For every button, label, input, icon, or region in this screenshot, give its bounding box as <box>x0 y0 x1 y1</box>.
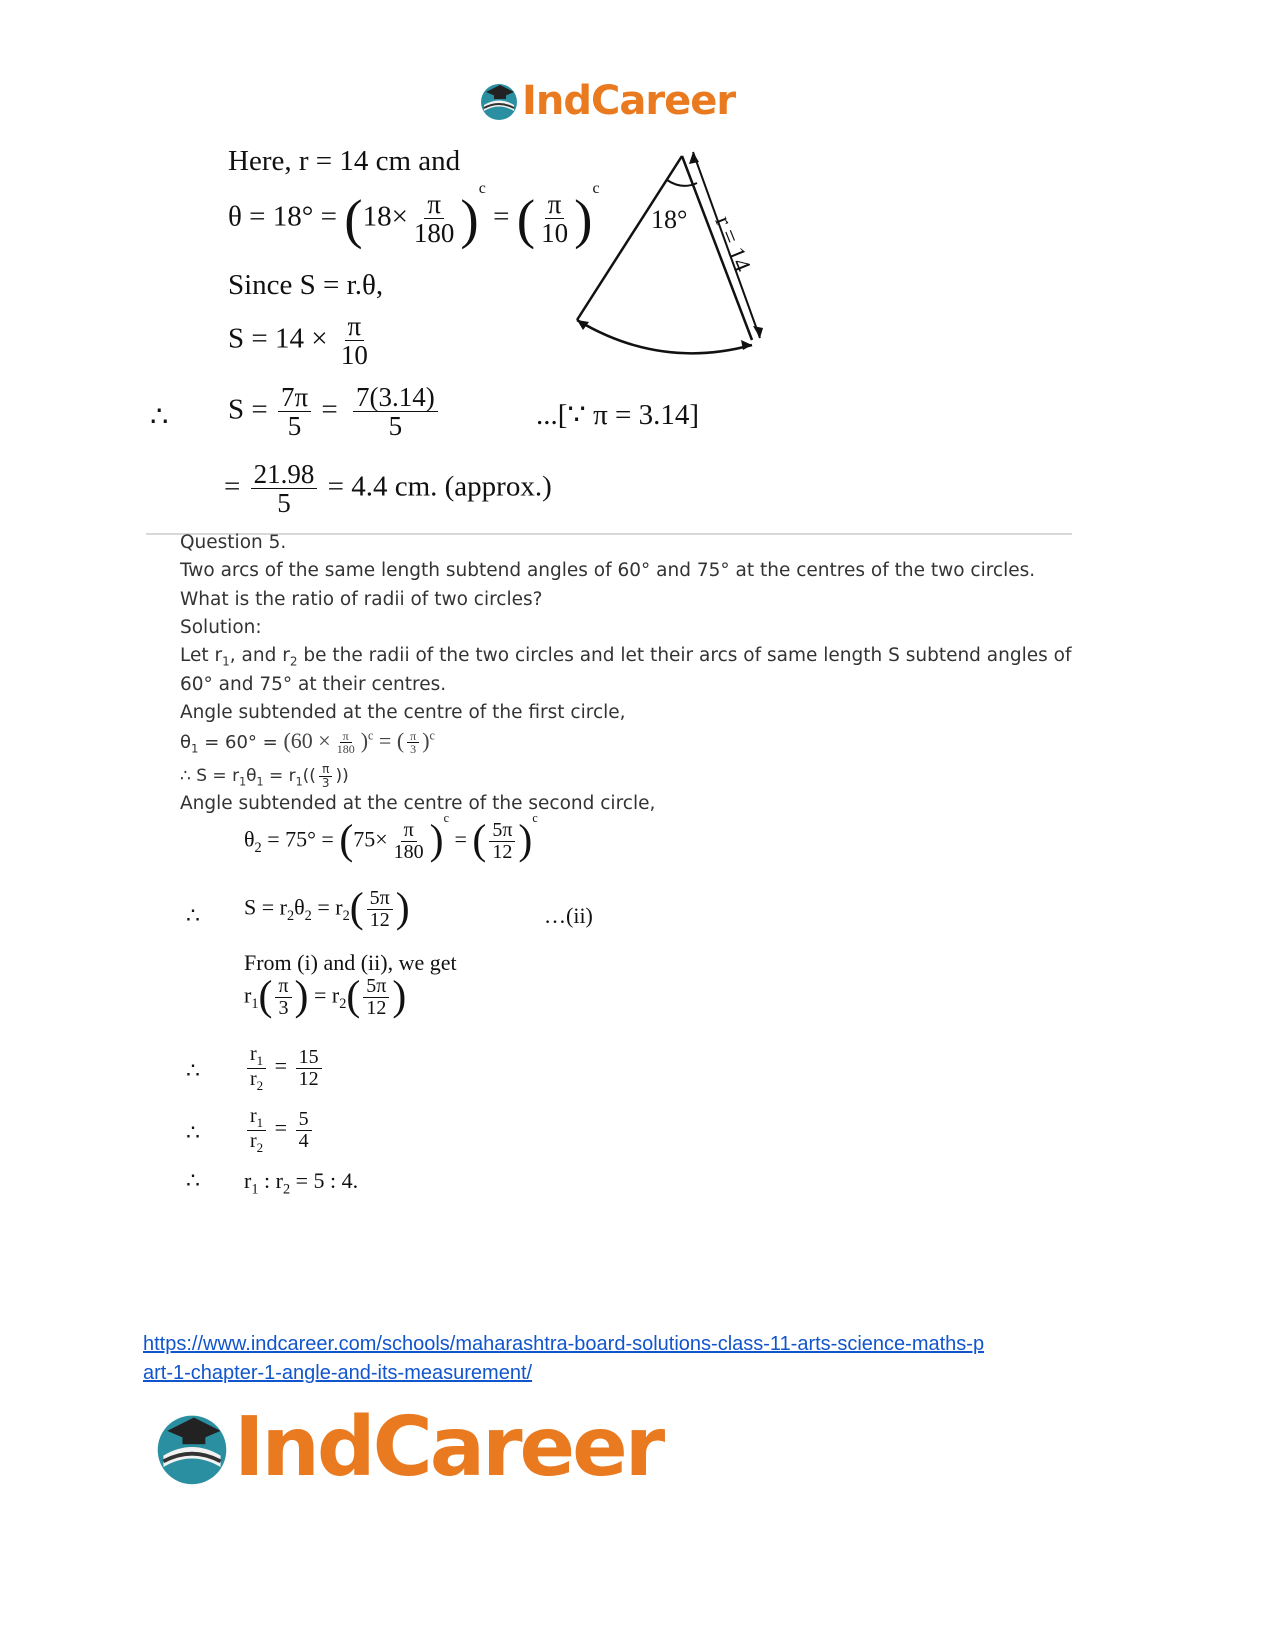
equals: = <box>454 826 467 852</box>
frac-num: π <box>319 763 332 777</box>
sub-1: 1 <box>239 775 247 789</box>
question-title: Question 5. <box>180 532 287 553</box>
s-equation-1 <box>228 312 374 370</box>
sub-2: 2 <box>282 1181 291 1198</box>
source-link[interactable] <box>143 1330 984 1388</box>
frac-num: 7(3.14) <box>353 383 438 412</box>
first-circle-line: Angle subtended at the centre of the first circle, <box>180 702 626 723</box>
graduation-cap-book-globe-icon <box>478 80 520 122</box>
pi-over-3 <box>319 763 333 789</box>
theta2-lhs: = 75° = <box>267 826 334 852</box>
r-symbol: r <box>244 1168 252 1193</box>
therefore-symbol: ∴ <box>186 1168 200 1193</box>
sub-1: 1 <box>191 741 199 756</box>
paren-open: ( <box>258 973 273 1020</box>
second-circle-line: Angle subtended at the centre of the second circle, <box>180 793 656 814</box>
sub-2: 2 <box>342 907 350 924</box>
paren-open: ( <box>346 973 361 1020</box>
footer-logo <box>152 1400 662 1495</box>
equals: = <box>317 894 330 920</box>
frac-num: π <box>345 312 365 341</box>
sub-1: 1 <box>256 775 264 789</box>
theta-label: θ = 18° = <box>228 200 337 233</box>
frac-den: 3 <box>321 775 330 790</box>
sub-2: 2 <box>339 995 347 1012</box>
frac-den: 12 <box>298 1067 319 1090</box>
theta-symbol: θ <box>246 766 257 787</box>
frac-num: 21.98 <box>251 460 318 489</box>
pi-over-3 <box>275 976 291 1019</box>
sub-1: 1 <box>251 1181 259 1198</box>
frac-num: 5π <box>489 820 515 842</box>
paren-close: ) <box>422 728 430 753</box>
r-symbol: r <box>244 982 252 1008</box>
f1-pre: 18× <box>362 200 408 233</box>
theta2-equation <box>244 811 538 864</box>
f-pre: 75× <box>353 826 388 852</box>
paren-open: ( <box>396 728 405 753</box>
frac-num: π <box>407 730 419 744</box>
sup-c: c <box>368 728 374 743</box>
angle-label: 18° <box>651 205 688 234</box>
frac-num: 5π <box>367 888 393 910</box>
pi-over-180 <box>334 730 358 756</box>
source-link-line1[interactable]: https://www.indcareer.com/schools/maharashtra-board-solutions-class-11-arts-science-maths-p <box>143 1333 985 1355</box>
theta1-equation <box>180 728 435 756</box>
theta-symbol: θ <box>294 894 305 920</box>
theta-symbol: θ <box>180 732 192 753</box>
paren-open: ( <box>472 817 487 864</box>
s-label: S = <box>228 393 268 426</box>
paren-close: ) <box>392 973 407 1020</box>
theta-equation <box>228 179 600 250</box>
sub-2: 2 <box>289 654 298 669</box>
paren-close: ) <box>460 188 479 250</box>
radius-label: r = 14 <box>709 212 756 276</box>
paren-open: ( <box>516 188 536 250</box>
paren-close: ) <box>294 973 309 1020</box>
question-line2: What is the ratio of radii of two circles? <box>180 589 543 610</box>
solution-top-line1: Here, r = 14 cm and <box>228 145 461 177</box>
s-eq: S = r <box>244 894 287 920</box>
therefore-symbol: ∴ <box>186 1120 200 1145</box>
equals: = <box>313 982 327 1008</box>
frac-den: 12 <box>366 997 387 1019</box>
paren-close: ) <box>360 728 369 753</box>
paren-close: ) <box>574 188 593 250</box>
let-b: , and r <box>229 645 290 666</box>
sup-c: c <box>592 179 600 197</box>
frac-den: 10 <box>541 218 569 249</box>
therefore-symbol: ∴ <box>186 1058 200 1083</box>
result-text: = 4.4 cm. (approx.) <box>327 470 552 503</box>
equals: = <box>224 470 241 503</box>
therefore-symbol: ∴ <box>186 903 200 928</box>
paren-close: ) <box>518 817 533 864</box>
r1-over-r2-5-4 <box>244 1106 315 1154</box>
frac-den: 4 <box>298 1129 309 1152</box>
sector-diagram <box>565 140 785 370</box>
7pi-over-5 <box>278 383 311 441</box>
therefore-symbol: ∴ <box>150 401 169 433</box>
15-over-12 <box>296 1047 322 1090</box>
frac-den: 180 <box>413 218 455 249</box>
frac-num: 5 <box>296 1109 312 1131</box>
sup-c: c <box>429 728 435 743</box>
r-symbol: r <box>331 982 340 1008</box>
frac-den: 3 <box>278 997 289 1019</box>
5pi-over-12 <box>489 820 515 863</box>
final-ratio <box>244 1168 358 1198</box>
5pi-over-12 <box>367 888 393 931</box>
equals: = <box>274 1053 288 1079</box>
solution-label: Solution: <box>180 617 262 638</box>
r1-over-r2-15-12 <box>244 1044 325 1092</box>
final-value: = 5 : 4. <box>295 1168 359 1193</box>
frac-num: 5π <box>363 976 389 998</box>
sub-1: 1 <box>295 775 303 789</box>
r1-over-r2 <box>247 1044 266 1092</box>
result-equation <box>224 460 552 518</box>
5-over-4 <box>296 1109 312 1152</box>
equals: = <box>378 728 392 753</box>
sub-1: 1 <box>222 654 230 669</box>
frac-den: 12 <box>369 909 390 931</box>
frac-den: 5 <box>277 488 291 519</box>
s-first-equation <box>180 763 349 789</box>
r-symbol: r <box>288 766 296 787</box>
paren-close: )) <box>335 766 349 787</box>
equals: = <box>268 766 284 787</box>
paren-open: ( <box>344 188 363 250</box>
5pi-over-12 <box>363 976 389 1019</box>
let-line2: 60° and 75° at their centres. <box>180 674 447 695</box>
frac-den: $r_2$ <box>250 1129 264 1155</box>
equals: = <box>493 200 510 233</box>
frac-den: 10 <box>340 340 368 371</box>
r-symbol: r <box>335 894 343 920</box>
graduation-cap-book-globe-icon <box>152 1408 232 1488</box>
theta-symbol: θ <box>244 826 255 852</box>
header-logo <box>478 78 735 124</box>
theta1-pre: 60 × <box>290 728 331 753</box>
frac-num: π <box>545 190 565 219</box>
pi-note: ...[∵ π = 3.14] <box>536 399 700 431</box>
ratio-equation <box>244 973 407 1020</box>
sub-2: 2 <box>304 907 312 924</box>
frac-num: $r_1$ <box>247 1106 266 1131</box>
s-equation-2 <box>228 383 441 441</box>
frac-num: $r_1$ <box>247 1044 266 1069</box>
pi-over-3 <box>407 730 419 756</box>
frac-num: π <box>275 976 291 998</box>
frac-num: 15 <box>296 1047 322 1069</box>
brand-name: IndCareer <box>522 78 736 124</box>
frac-den: 5 <box>388 411 403 442</box>
brand-name: IndCareer <box>234 1400 663 1495</box>
7-314-over-5 <box>353 383 438 441</box>
equals: = <box>274 1115 288 1141</box>
sup-c: c <box>443 811 449 826</box>
final-colon: : r <box>263 1168 283 1193</box>
sub-2: 2 <box>286 907 295 924</box>
source-link-line2[interactable]: art-1-chapter-1-angle-and-its-measurement/ <box>143 1362 533 1384</box>
2198-over-5 <box>251 460 318 518</box>
let-a: Let r <box>180 645 223 666</box>
s-eq-label: S = 14 × <box>228 322 328 355</box>
theta1-rhs <box>283 728 435 757</box>
paren-close: ) <box>429 817 444 864</box>
sub-1: 1 <box>251 995 259 1012</box>
pi-over-10 <box>338 312 371 370</box>
frac-den: 12 <box>492 841 513 863</box>
equals: = <box>321 393 338 426</box>
question-line1: Two arcs of the same length subtend angles of 60° and 75° at the centres of the two circles. <box>180 560 1036 581</box>
frac-num: π <box>401 820 417 842</box>
paren-open: ( <box>339 817 354 864</box>
frac-num: 7π <box>278 383 311 412</box>
paren-open: (( <box>302 766 316 787</box>
let-c: be the radii of the two circles and let their arcs of same length S subtend angles of <box>297 645 1072 666</box>
frac-den: 180 <box>393 841 424 863</box>
pi-over-180 <box>391 820 427 863</box>
frac-den: 180 <box>336 742 355 757</box>
s-first: ∴ S = r <box>180 766 240 787</box>
frac-den: 5 <box>287 411 302 442</box>
paren-open: ( <box>349 885 364 932</box>
paren-open: ( <box>283 728 291 753</box>
sup-c: c <box>532 811 538 826</box>
r1-over-r2 <box>247 1106 266 1154</box>
s-second-equation <box>244 885 410 932</box>
frac-den: 3 <box>410 742 417 757</box>
frac-num: π <box>340 730 352 744</box>
sub-2: 2 <box>254 839 262 856</box>
equation-ii-label: …(ii) <box>544 903 593 928</box>
frac-num: π <box>424 190 444 219</box>
pi-over-180 <box>411 190 458 248</box>
paren-close: ) <box>395 885 410 932</box>
from-line: From (i) and (ii), we get <box>244 950 457 975</box>
sup-c: c <box>478 179 486 197</box>
frac-den: $r_2$ <box>250 1067 264 1093</box>
since-line: Since S = r.θ, <box>228 269 384 301</box>
theta1-lhs: = 60° = <box>204 732 278 753</box>
